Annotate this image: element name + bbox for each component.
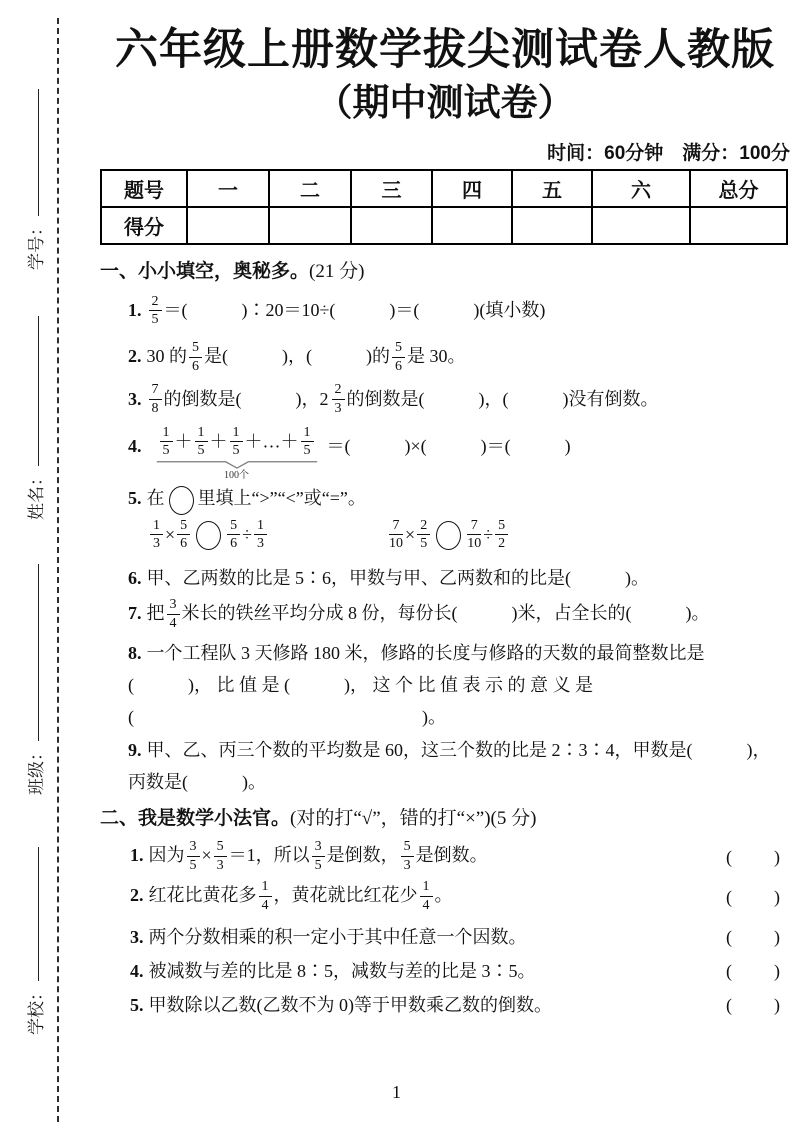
fraction: $\frac{7}{10}$ [467,517,482,552]
fraction: $\frac{1}{4}$ [257,879,274,913]
question-text: $\frac{1}{5}$ ＋ $\frac{1}{5}$ ＋ $\frac{1}{5}$ ＋…＋ $\frac{1}{5}$ [158,426,316,460]
circle-blank [169,486,194,515]
question-text: 把 $\frac{3}{4}$ 米长的铁丝平均分成 8 份，每份长( )米，占全长的( )。 [146,596,710,631]
fraction: $\frac{7}{10}$ [389,517,404,552]
school-field [24,847,50,1035]
score-table-score-row [101,207,787,244]
question-text: $\frac{7}{8}$ 的倒数是( )，2 $\frac{2}{3}$ 的倒数是( )，( )没有倒数。 [147,389,659,409]
tf-question-1 [130,840,782,874]
student-name-line [38,316,39,466]
student-id-field [24,89,50,270]
question-text: 30 的 $\frac{5}{6}$ 是( )，( )的 $\frac{5}{6}$ 是 30。 [146,340,466,374]
question-number: 1. [128,300,142,321]
question-text: 两个分数相乘的积一定小于其中任意一个因数。 [148,926,527,947]
fraction: $\frac{2}{3}$ [330,382,347,416]
section-2-heading [100,806,790,832]
score-table-header-cell: 题号 [101,170,187,207]
score-table-header-cell: 五 [512,170,592,207]
page-number: 1 [392,1082,401,1102]
fraction: $\frac{1}{5}$ [193,425,210,459]
section-1-points: (21 分) [309,261,365,283]
binding-dashed-line [57,18,59,1122]
fraction: $\frac{1}{5}$ [299,425,316,459]
score-cell [690,207,787,244]
question-number: 6. [128,567,142,588]
question-number: 4. [128,435,142,456]
question-number: 1. [130,845,144,866]
school-line [38,847,39,981]
question-text: 被减数与差的比是 8∶5，减数与差的比是 3∶5。 [148,960,536,981]
tf-question-2 [130,880,782,914]
question-7 [128,598,790,632]
question-text: 因为 $\frac{3}{5}$ × $\frac{5}{3}$ ＝1，所以 $\frac{3}{5}$ 是倒数， $\frac{5}{3}$ 是倒数。 [148,838,488,873]
page-subtitle: （期中测试卷） [315,82,575,124]
question-number: 3. [130,926,144,947]
fraction: $\frac{1}{5}$ [228,425,245,459]
school-label: 学校： [27,984,46,1035]
score-cell [432,207,512,244]
score-table-header-cell: 三 [351,170,432,207]
question-6 [128,565,790,592]
main-content [100,0,790,1018]
question-number: 8. [128,643,142,664]
question-number: 3. [128,388,142,409]
class-field [24,564,50,795]
question-text: 一个工程队 3 天修路 180 米，修路的长度与修路的天数的最简整数比是 [146,643,705,664]
student-id-label: 学号： [27,219,46,270]
tf-answer-blank: ( ) [726,846,782,867]
tf-question-3 [130,924,782,950]
student-name-label: 姓名： [27,469,46,520]
score-table-header-cell: 二 [269,170,351,207]
question-text: 甲、乙、丙三个数的平均数是 60，这三个数的比是 2∶3∶4，甲数是( )， [146,740,771,761]
score-row-label: 得分 [101,207,187,244]
circle-blank [196,521,221,550]
score-cell [269,207,351,244]
page-title: 六年级上册数学拔尖测试卷人教版 [115,26,775,74]
student-id-line [38,89,39,216]
score-table-header-cell: 一 [187,170,269,207]
question-text: ( )。 [128,707,446,728]
question-8 [128,640,790,731]
tf-answer-blank: ( ) [726,887,782,908]
question-text: ( )， 比 值 是 ( )， 这 个 比 值 表 示 的 意 义 是 [128,675,593,696]
compare-expression-right: $\frac{7}{10}$ × $\frac{2}{5}$ $\frac{7}{10}$ ÷ $\frac{5}{2}$ [387,519,510,553]
student-name-field [24,316,50,520]
fraction: $\frac{5}{6}$ [187,340,204,374]
question-text: ＝( )×( )＝( ) [326,435,571,456]
section-1-title: 一、小小填空，奥秘多。 [100,261,310,283]
tf-question-4 [130,958,782,984]
section-2-title: 二、我是数学小法官。 [100,808,291,830]
fraction: $\frac{5}{3}$ [212,839,229,873]
compare-expression-left: $\frac{1}{3}$ × $\frac{5}{6}$ $\frac{5}{6}$ ÷ $\frac{1}{3}$ [148,519,269,553]
question-text: 丙数是( )。 [128,772,266,793]
question-number: 5. [128,488,142,509]
question-4 [128,426,790,481]
fraction: $\frac{1}{3}$ [148,518,165,552]
exam-meta: 时间：60分钟 满分：100分 [547,143,790,165]
fraction: $\frac{5}{3}$ [399,839,416,873]
section-1-heading [100,259,790,285]
fraction: $\frac{2}{5}$ [147,294,164,328]
fraction: $\frac{5}{6}$ [175,518,192,552]
score-cell [351,207,432,244]
question-text: 红花比黄花多 $\frac{1}{4}$ ，黄花就比红花少 $\frac{1}{4}$ 。 [148,879,453,913]
fraction: $\frac{2}{5}$ [415,518,432,552]
question-text: 甲数除以乙数(乙数不为 0)等于甲数乘乙数的倒数。 [148,994,552,1015]
score-cell [592,207,690,244]
fraction: $\frac{3}{5}$ [310,839,327,873]
question-number: 2. [128,346,142,367]
fraction: $\frac{5}{2}$ [493,518,510,552]
fraction: $\frac{1}{5}$ [158,425,175,459]
question-1 [128,295,790,329]
score-cell [512,207,592,244]
question-5 [128,485,790,514]
section-2-note: (对的打“√”，错的打“×”)(5 分) [290,808,537,830]
question-5-expressions [148,519,790,553]
score-table [100,169,788,245]
fraction: $\frac{5}{6}$ [225,518,242,552]
question-text: $\frac{2}{5}$ ＝( )∶20＝10÷( )＝( )(填小数) [147,300,546,320]
score-table-header-cell: 总分 [690,170,787,207]
repeated-sum-group [147,426,327,481]
fraction: $\frac{1}{3}$ [252,518,269,552]
question-2 [128,341,790,375]
fraction: $\frac{7}{8}$ [147,382,164,416]
class-line [38,564,39,741]
question-number: 4. [130,960,144,981]
fraction: $\frac{3}{5}$ [185,839,202,873]
fraction: $\frac{3}{4}$ [165,597,182,631]
question-3 [128,383,790,417]
tf-answer-blank: ( ) [726,960,782,981]
question-number: 7. [128,603,142,624]
fraction: $\frac{1}{4}$ [418,879,435,913]
underbrace-label: 100个 [224,470,249,482]
tf-answer-blank: ( ) [726,926,782,947]
question-number: 9. [128,740,142,761]
score-table-header-cell: 四 [432,170,512,207]
question-number: 2. [130,885,144,906]
question-number: 5. [130,994,144,1015]
score-table-header-row [101,170,787,207]
circle-blank [436,521,461,550]
fraction: $\frac{5}{6}$ [390,340,407,374]
underbrace-icon [156,460,318,469]
tf-answer-blank: ( ) [726,994,782,1015]
question-text: 甲、乙两数的比是 5∶6，甲数与甲、乙两数和的比是( )。 [146,567,649,588]
score-table-header-cell: 六 [592,170,690,207]
question-9 [128,737,790,796]
tf-question-5 [130,992,782,1018]
score-cell [187,207,269,244]
question-text: 在 里填上“>”“<”或“=”。 [147,488,366,508]
class-label: 班级： [27,744,46,795]
